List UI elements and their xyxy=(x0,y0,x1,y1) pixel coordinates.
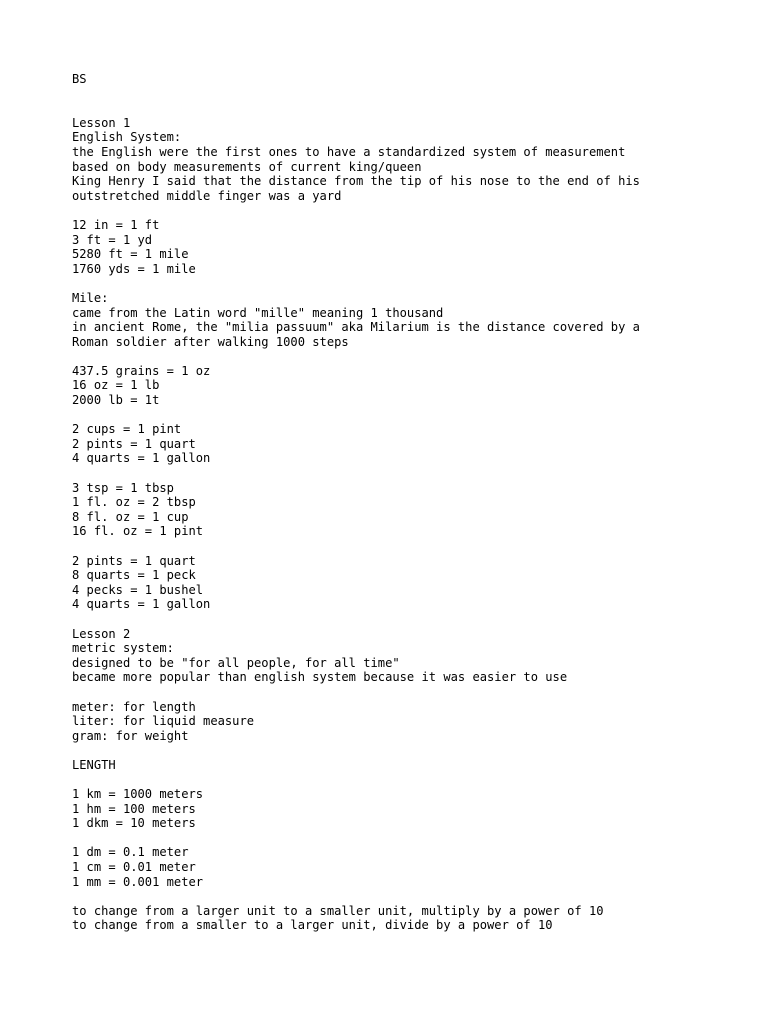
conversion-line: 1 km = 1000 meters xyxy=(72,787,204,802)
conversion-line: 4 quarts = 1 gallon xyxy=(72,597,211,612)
conversion-line: 2 pints = 1 quart xyxy=(72,436,196,451)
spacer xyxy=(72,539,722,554)
text-line: to change from a larger unit to a smaller unit, multiply by a power of 10 xyxy=(72,903,604,918)
text-line: English System: xyxy=(72,130,182,145)
conversion-line: 12 in = 1 ft xyxy=(72,217,160,232)
mile-heading: Mile: xyxy=(72,290,109,305)
spacer xyxy=(72,203,722,218)
text-line: became more popular than english system because it was easier to use xyxy=(72,670,568,685)
text-line: Roman soldier after walking 1000 steps xyxy=(72,334,349,349)
spacer xyxy=(72,773,722,788)
conversion-line: 1 mm = 0.001 meter xyxy=(72,874,204,889)
conversion-line: 4 quarts = 1 gallon xyxy=(72,451,211,466)
conversion-line: 8 fl. oz = 1 cup xyxy=(72,509,189,524)
conversion-line: 437.5 grains = 1 oz xyxy=(72,363,211,378)
text-line: outstretched middle finger was a yard xyxy=(72,188,342,203)
spacer xyxy=(72,87,722,116)
text-line: meter: for length xyxy=(72,699,196,714)
spacer xyxy=(72,408,722,423)
conversion-line: 2000 lb = 1t xyxy=(72,393,160,408)
text-line: based on body measurements of current king/queen xyxy=(72,159,422,174)
spacer xyxy=(72,685,722,700)
text-line: designed to be "for all people, for all time" xyxy=(72,655,400,670)
text-line: the English were the first ones to have a standardized system of measurement xyxy=(72,144,626,159)
spacer xyxy=(72,349,722,364)
conversion-line: 16 oz = 1 lb xyxy=(72,378,160,393)
text-line: gram: for weight xyxy=(72,728,189,743)
conversion-line: 5280 ft = 1 mile xyxy=(72,247,189,262)
spacer xyxy=(72,612,722,627)
spacer xyxy=(72,466,722,481)
conversion-line: 16 fl. oz = 1 pint xyxy=(72,524,204,539)
conversion-line: 1 dm = 0.1 meter xyxy=(72,845,189,860)
conversion-line: 3 ft = 1 yd xyxy=(72,232,153,247)
text-line: metric system: xyxy=(72,641,174,656)
conversion-line: 1 hm = 100 meters xyxy=(72,801,196,816)
spacer xyxy=(72,831,722,846)
length-heading: LENGTH xyxy=(72,757,116,772)
conversion-line: 4 pecks = 1 bushel xyxy=(72,582,204,597)
conversion-line: 2 cups = 1 pint xyxy=(72,422,182,437)
lesson-1-heading: Lesson 1 xyxy=(72,115,131,130)
conversion-line: 1760 yds = 1 mile xyxy=(72,261,196,276)
spacer xyxy=(72,276,722,291)
text-line: to change from a smaller to a larger unit, divide by a power of 10 xyxy=(72,918,553,933)
document-page xyxy=(72,72,722,933)
conversion-line: 1 cm = 0.01 meter xyxy=(72,860,196,875)
conversion-line: 1 fl. oz = 2 tbsp xyxy=(72,495,196,510)
conversion-line: 3 tsp = 1 tbsp xyxy=(72,480,174,495)
spacer xyxy=(72,743,722,758)
text-line: King Henry I said that the distance from the tip of his nose to the end of his xyxy=(72,174,640,189)
spacer xyxy=(72,889,722,904)
text-line: in ancient Rome, the "milia passuum" aka Milarium is the distance covered by a xyxy=(72,320,640,335)
text-line: liter: for liquid measure xyxy=(72,714,255,729)
text-line: came from the Latin word "mille" meaning 1 thousand xyxy=(72,305,444,320)
lesson-2-heading: Lesson 2 xyxy=(72,626,131,641)
conversion-line: 2 pints = 1 quart xyxy=(72,553,196,568)
lesson-2-section xyxy=(72,627,722,933)
document-title: BS xyxy=(72,72,87,86)
lesson-1-section xyxy=(72,116,722,627)
conversion-line: 8 quarts = 1 peck xyxy=(72,568,196,583)
conversion-line: 1 dkm = 10 meters xyxy=(72,816,196,831)
